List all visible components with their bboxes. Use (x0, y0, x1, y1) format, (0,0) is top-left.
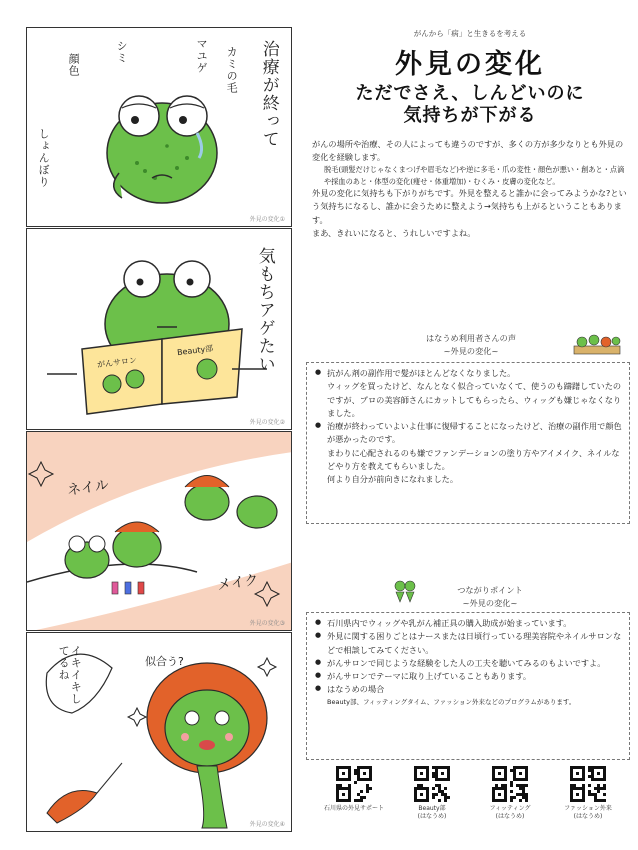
comic-panel-1 (26, 27, 292, 227)
panel-caption-1: 外見の変化① (249, 216, 285, 223)
book-label-left: がんサロン (96, 355, 138, 370)
qr-label: フィッティング (はなうめ) (489, 805, 531, 821)
label-shonbori: しょんぼり (37, 128, 51, 188)
voice-item-2: ● 治療が終わっていよいよ仕事に復帰することになったけど、治療の副作用で顔色が悪かったのです。 まわりに心配されるのも嫌でファンデーションの塗り方やアイメイク、ネイルなどやり方を教えてもらいました。 何より自分が前向きになれました。 (315, 420, 623, 486)
points-box (306, 612, 630, 760)
qr-code-icon[interactable] (414, 766, 450, 802)
point-item-5: ● はなうめの場合 Beauty部、フィッティングタイム、ファッション外来などのプログラムがあります。 (315, 683, 623, 707)
points-heading-2: ~外見の変化~ (462, 598, 518, 609)
frogs-makeover-illustration (27, 432, 292, 631)
label-kimochi-agetai: 気もちアゲたい (254, 247, 275, 373)
point-item-5-note: Beauty部、フィッティングタイム、ファッション外来などのプログラムがあります。 (327, 697, 576, 706)
page-title: 外見の変化 (395, 49, 545, 80)
frogs-group-icon (572, 330, 622, 358)
points-heading-1: つながりポイント (457, 585, 523, 595)
page-subtitle (320, 83, 620, 126)
qr-code-icon[interactable] (570, 766, 606, 802)
label-kaminoke: カミの毛 (225, 46, 239, 94)
voice-item-2-end: 何より自分が前向きになれました。 (327, 474, 459, 485)
panel-caption-2: 外見の変化② (249, 419, 285, 426)
qr-code-icon[interactable] (492, 766, 528, 802)
qr-item-3[interactable] (472, 766, 548, 821)
label-chiryou: 治療が終って (258, 40, 279, 148)
intro-p4: まあ、きれいになると、うれしいですよね。 (312, 227, 476, 238)
label-mayuge: マユゲ (195, 38, 209, 74)
label-shimi: シミ (115, 40, 129, 64)
points-heading (340, 584, 638, 610)
voice-item-1-detail: ウィッグを買ったけど、なんとなく似合っていなくて、使うのも躊躇していたのですが、プロの美容師さんにカットしてもらったら、ウィッグも嫌じゃなくなりました。 (327, 381, 622, 418)
qr-label: Beauty部 (はなうめ) (417, 805, 447, 821)
qr-label: ファッション外来 (はなうめ) (564, 805, 612, 821)
subtitle-line-2: 気持ちが下がる (403, 104, 537, 126)
book-label-right: Beauty部 (176, 343, 214, 358)
comic-panel-4 (26, 632, 292, 832)
voices-heading-1: はなうめ利用者さんの声 (425, 333, 517, 343)
label-kaoiro: 顔色 (67, 53, 81, 77)
comic-panel-2 (26, 228, 292, 430)
label-niau: 似合う? (145, 655, 184, 668)
voice-item-2-detail: まわりに心配されるのも嫌でファンデーションの塗り方やアイメイク、ネイルなどやり方を教えてもらいました。 (327, 447, 620, 471)
qr-item-1[interactable] (316, 766, 392, 813)
voices-box (306, 362, 630, 524)
panel-caption-3: 外見の変化③ (249, 620, 285, 627)
qr-code-icon[interactable] (336, 766, 372, 802)
voice-item-1: ● 抗がん剤の副作用で髪がほとんどなくなりました。 ウィッグを買ったけど、なんとなく似合っていなくて、使うのも躊躇していたのですが、プロの美容師さんにカットしてもらったら、ウィッグも嫌じゃなくなりました。 (315, 367, 623, 420)
point-item-4: ● がんサロンでテーマに取り上げていることもあります。 (315, 670, 623, 683)
intro-text (312, 138, 630, 240)
qr-item-4[interactable] (550, 766, 626, 821)
subtitle-line-1: ただでさえ、しんどいのに (355, 83, 585, 104)
label-nail: ネイル (66, 477, 110, 499)
intro-p2: 脱毛(頭髪だけじゃなくまつげや眉毛など)や逆に多毛・爪の変性・顔色が悪い・創あと・点滴や採血のあと・体型の変化(痩せ・体重増加)・むくみ・皮膚の変化など。 (324, 165, 625, 186)
label-ikiiki: イキイキしてるね (57, 645, 83, 705)
panel-caption-4: 外見の変化④ (249, 821, 285, 828)
point-item-1: ● 石川県内でウィッグや乳がん補正具の購入助成が始まっています。 (315, 617, 623, 630)
comic-panel-3 (26, 431, 292, 631)
point-item-2: ● 外見に関する困りごとはナースまたは日頃行っている理美容院やネイルサロンなどで相談してみてください。 (315, 630, 623, 657)
intro-p1: がんの場所や治療、その人によっても違うのですが、多くの方が多少なりとも外見の変化を経験します。 (312, 139, 624, 163)
intro-p3: 外見の変化に気持ちも下がりがちです。外見を整えると誰かに会ってみようかな?という気持ちになるし、誰かに会うために整えよう→気持ちも上がるということもあります。 (312, 188, 627, 225)
qr-code-row (306, 766, 630, 836)
label-makeup: メイク (216, 572, 260, 594)
voices-heading-2: ~外見の変化~ (443, 346, 499, 357)
qr-item-2[interactable] (394, 766, 470, 821)
kicker: がんから「病」と生きるを考える (413, 29, 527, 38)
frog-reading-illustration (27, 229, 292, 430)
qr-label: 石川県の外見サポート (323, 805, 384, 812)
point-item-3: ● がんサロンで同じような経験をした人の工夫を聴いてみるのもよいですよ。 (315, 657, 623, 670)
